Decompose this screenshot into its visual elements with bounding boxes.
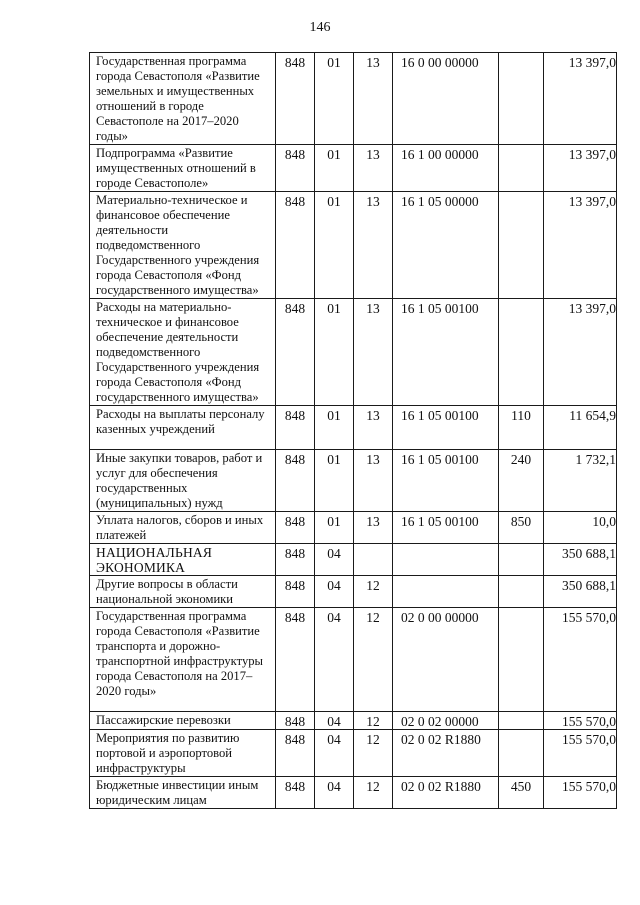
target-article-cell: 16 1 05 00100 xyxy=(393,450,499,512)
subsection-code-cell: 13 xyxy=(354,299,393,406)
subsection-code-cell: 13 xyxy=(354,145,393,192)
target-article-cell: 16 1 05 00100 xyxy=(393,406,499,450)
section-code-cell: 01 xyxy=(315,299,354,406)
subsection-code-cell: 12 xyxy=(354,608,393,712)
ved-code-cell: 848 xyxy=(276,145,315,192)
amount-cell: 10,0 xyxy=(544,512,617,544)
table-row xyxy=(90,299,617,406)
target-article-cell: 02 0 02 R1880 xyxy=(393,777,499,809)
target-article-cell: 16 1 00 00000 xyxy=(393,145,499,192)
expense-type-cell xyxy=(499,576,544,608)
target-article-cell: 02 0 02 R1880 xyxy=(393,730,499,777)
row-name-cell: Государственная программа города Севастополя «Развитие земельных и имущественных отношений в городе Севастополе на 2017–2020 годы» xyxy=(90,53,276,145)
expense-type-cell xyxy=(499,145,544,192)
amount-cell: 13 397,0 xyxy=(544,192,617,299)
subsection-code-cell: 12 xyxy=(354,576,393,608)
expense-type-cell: 850 xyxy=(499,512,544,544)
section-code-cell: 01 xyxy=(315,53,354,145)
ved-code-cell: 848 xyxy=(276,730,315,777)
table-row xyxy=(90,730,617,777)
amount-cell: 155 570,0 xyxy=(544,712,617,730)
amount-cell: 13 397,0 xyxy=(544,53,617,145)
row-name-cell: Государственная программа города Севастополя «Развитие транспорта и дорожно-транспортной инфраструктуры города Севастополя на 2017–2020 годы» xyxy=(90,608,276,712)
ved-code-cell: 848 xyxy=(276,450,315,512)
target-article-cell xyxy=(393,576,499,608)
section-code-cell: 04 xyxy=(315,777,354,809)
amount-cell: 155 570,0 xyxy=(544,730,617,777)
subsection-code-cell: 13 xyxy=(354,53,393,145)
subsection-code-cell: 13 xyxy=(354,192,393,299)
amount-cell: 350 688,1 xyxy=(544,576,617,608)
row-name-cell: Материально-техническое и финансовое обеспечение деятельности подведомственного Государственного учреждения города Севастополя «Фонд государственного имущества» xyxy=(90,192,276,299)
subsection-code-cell: 13 xyxy=(354,406,393,450)
subsection-code-cell xyxy=(354,544,393,576)
section-code-cell: 01 xyxy=(315,145,354,192)
target-article-cell: 16 1 05 00100 xyxy=(393,299,499,406)
ved-code-cell: 848 xyxy=(276,406,315,450)
table-row xyxy=(90,53,617,145)
expense-type-cell xyxy=(499,53,544,145)
amount-cell: 350 688,1 xyxy=(544,544,617,576)
target-article-cell: 16 0 00 00000 xyxy=(393,53,499,145)
table-row xyxy=(90,777,617,809)
section-code-cell: 01 xyxy=(315,450,354,512)
section-code-cell: 01 xyxy=(315,512,354,544)
table-row xyxy=(90,544,617,576)
amount-cell: 13 397,0 xyxy=(544,299,617,406)
expense-type-cell xyxy=(499,712,544,730)
row-name-cell: НАЦИОНАЛЬНАЯ ЭКОНОМИКА xyxy=(90,544,276,576)
ved-code-cell: 848 xyxy=(276,544,315,576)
ved-code-cell: 848 xyxy=(276,512,315,544)
table-row xyxy=(90,576,617,608)
amount-cell: 13 397,0 xyxy=(544,145,617,192)
section-code-cell: 04 xyxy=(315,544,354,576)
amount-cell: 11 654,9 xyxy=(544,406,617,450)
row-name-cell: Мероприятия по развитию портовой и аэропортовой инфраструктуры xyxy=(90,730,276,777)
amount-cell: 155 570,0 xyxy=(544,777,617,809)
target-article-cell xyxy=(393,544,499,576)
section-code-cell: 04 xyxy=(315,730,354,777)
ved-code-cell: 848 xyxy=(276,608,315,712)
row-name-cell: Расходы на материально-техническое и финансовое обеспечение деятельности подведомственного Государственного учреждения города Севастополя «Фонд государственного имущества» xyxy=(90,299,276,406)
ved-code-cell: 848 xyxy=(276,53,315,145)
row-name-cell: Уплата налогов, сборов и иных платежей xyxy=(90,512,276,544)
amount-cell: 1 732,1 xyxy=(544,450,617,512)
amount-cell: 155 570,0 xyxy=(544,608,617,712)
table-row xyxy=(90,608,617,712)
budget-table xyxy=(89,52,617,809)
expense-type-cell: 240 xyxy=(499,450,544,512)
ved-code-cell: 848 xyxy=(276,192,315,299)
target-article-cell: 02 0 00 00000 xyxy=(393,608,499,712)
subsection-code-cell: 12 xyxy=(354,730,393,777)
table-row xyxy=(90,450,617,512)
target-article-cell: 16 1 05 00000 xyxy=(393,192,499,299)
row-name-cell: Подпрограмма «Развитие имущественных отношений в городе Севастополе» xyxy=(90,145,276,192)
target-article-cell: 16 1 05 00100 xyxy=(393,512,499,544)
row-name-cell: Другие вопросы в области национальной экономики xyxy=(90,576,276,608)
expense-type-cell: 110 xyxy=(499,406,544,450)
expense-type-cell xyxy=(499,192,544,299)
expense-type-cell xyxy=(499,544,544,576)
expense-type-cell: 450 xyxy=(499,777,544,809)
row-name-cell: Расходы на выплаты персоналу казенных учреждений xyxy=(90,406,276,450)
subsection-code-cell: 12 xyxy=(354,777,393,809)
page-number: 146 xyxy=(309,20,331,35)
section-code-cell: 04 xyxy=(315,608,354,712)
ved-code-cell: 848 xyxy=(276,712,315,730)
expense-type-cell xyxy=(499,730,544,777)
section-code-cell: 01 xyxy=(315,406,354,450)
row-name-cell: Бюджетные инвестиции иным юридическим лицам xyxy=(90,777,276,809)
table-row xyxy=(90,512,617,544)
row-name-cell: Пассажирские перевозки xyxy=(90,712,276,730)
expense-type-cell xyxy=(499,608,544,712)
table-row xyxy=(90,145,617,192)
table-row xyxy=(90,192,617,299)
ved-code-cell: 848 xyxy=(276,299,315,406)
ved-code-cell: 848 xyxy=(276,576,315,608)
section-code-cell: 04 xyxy=(315,576,354,608)
section-code-cell: 01 xyxy=(315,192,354,299)
ved-code-cell: 848 xyxy=(276,777,315,809)
target-article-cell: 02 0 02 00000 xyxy=(393,712,499,730)
table-row xyxy=(90,712,617,730)
subsection-code-cell: 13 xyxy=(354,512,393,544)
subsection-code-cell: 12 xyxy=(354,712,393,730)
section-code-cell: 04 xyxy=(315,712,354,730)
row-name-cell: Иные закупки товаров, работ и услуг для обеспечения государственных (муниципальных) нужд xyxy=(90,450,276,512)
expense-type-cell xyxy=(499,299,544,406)
subsection-code-cell: 13 xyxy=(354,450,393,512)
table-row xyxy=(90,406,617,450)
